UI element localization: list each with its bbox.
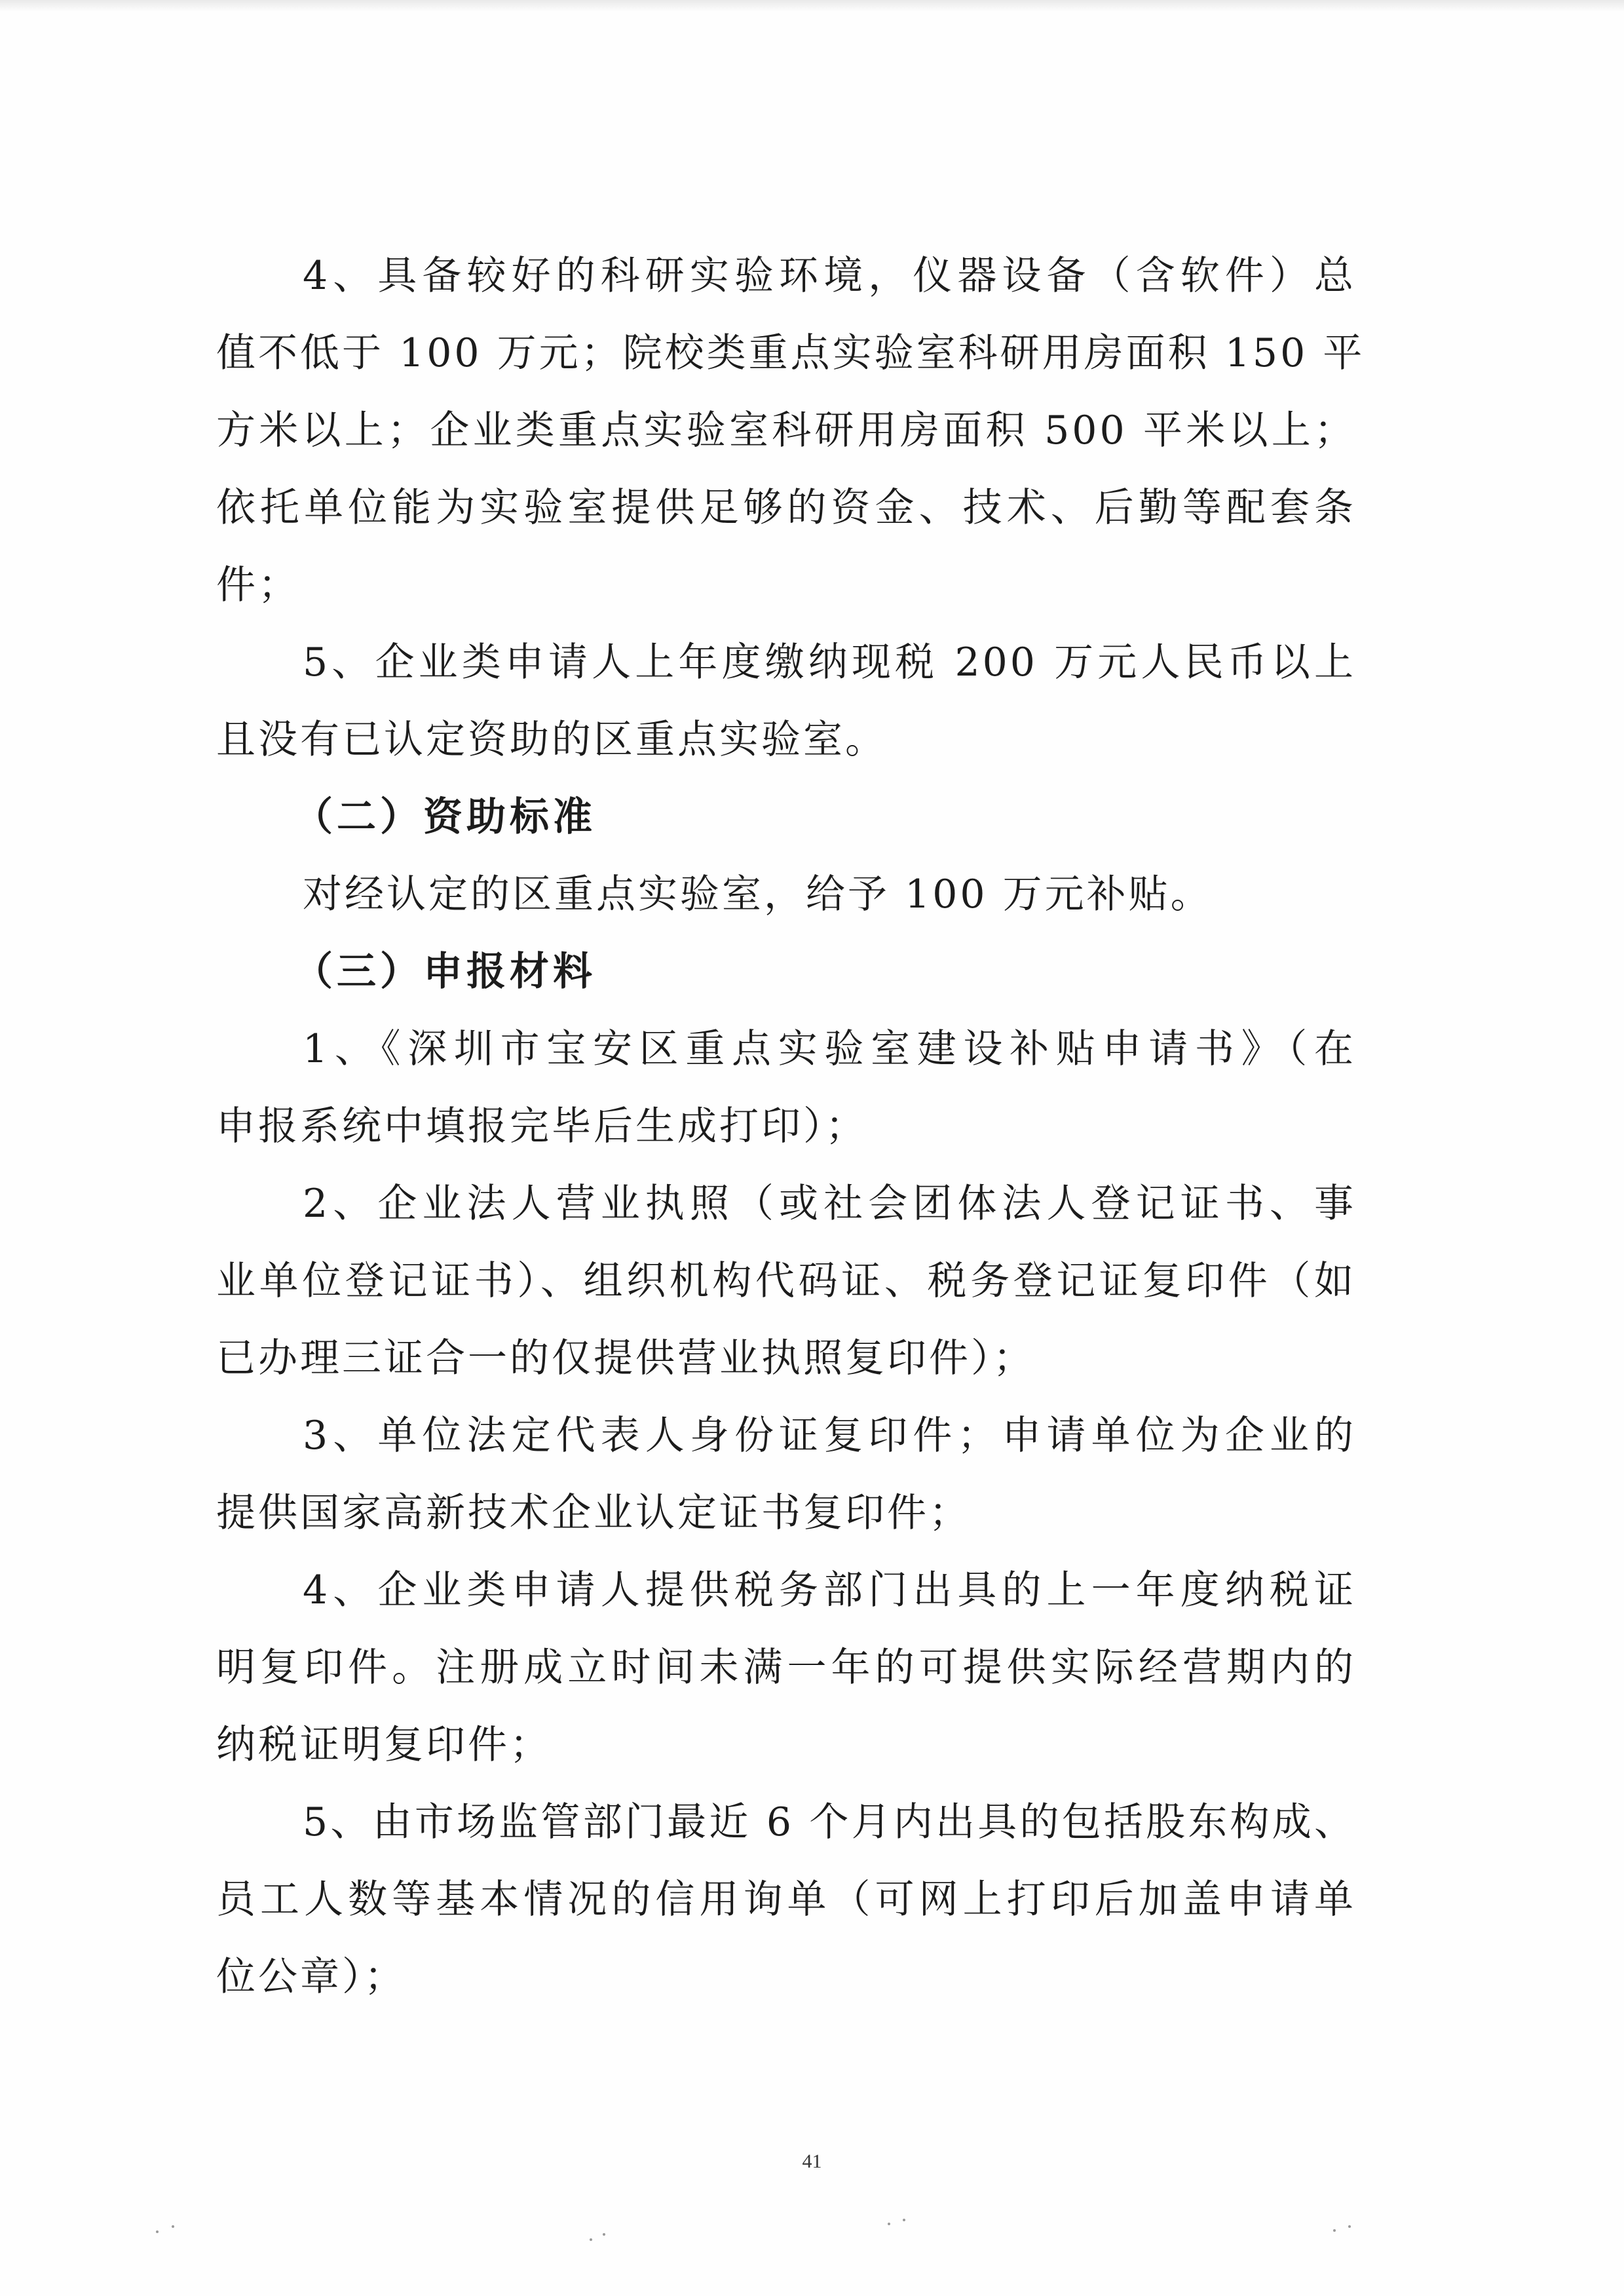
paragraph-line: 位公章）； — [216, 1954, 406, 2000]
paragraph-line: 对经认定的区重点实验室，给予 100 万元补贴。 — [303, 871, 1213, 917]
paragraph-line: 2、企业法人营业执照（或社会团体法人登记证书、事 — [303, 1181, 1356, 1227]
page-number: 41 — [802, 2151, 822, 2172]
paragraph-line: 且没有已认定资助的区重点实验室。 — [216, 717, 887, 763]
section-heading: （二）资助标准 — [293, 794, 596, 840]
paragraph-line: 员工人数等基本情况的信用询单（可网上打印后加盖申请单 — [216, 1877, 1356, 1923]
section-heading: （三）申报材料 — [293, 949, 596, 995]
paragraph-line: 4、具备较好的科研实验环境，仪器设备（含软件）总 — [303, 253, 1356, 299]
paragraph-line: 依托单位能为实验室提供足够的资金、技术、后勤等配套条 — [216, 485, 1356, 531]
paragraph-line: 纳税证明复印件； — [216, 1722, 552, 1768]
paragraph-line: 明复印件。注册成立时间未满一年的可提供实际经营期内的 — [216, 1645, 1356, 1691]
paragraph-line: 方米以上；企业类重点实验室科研用房面积 500 平米以上； — [216, 408, 1356, 453]
paragraph-line: 提供国家高新技术企业认定证书复印件； — [216, 1490, 971, 1536]
paragraph-line: 3、单位法定代表人身份证复印件；申请单位为企业的 — [303, 1413, 1356, 1459]
scan-speck — [590, 2238, 592, 2241]
scan-speck — [1333, 2229, 1336, 2232]
paragraph-line: 5、企业类申请人上年度缴纳现税 200 万元人民币以上 — [303, 640, 1356, 685]
paragraph-line: 值不低于 100 万元；院校类重点实验室科研用房面积 150 平 — [216, 330, 1365, 376]
paragraph-line: 件； — [216, 562, 300, 608]
scan-speck — [172, 2225, 174, 2228]
scan-speck — [156, 2230, 159, 2233]
paragraph-line: 已办理三证合一的仅提供营业执照复印件）； — [216, 1335, 1035, 1381]
scan-speck — [903, 2219, 905, 2221]
paragraph-line: 5、由市场监管部门最近 6 个月内出具的包括股东构成、 — [303, 1799, 1356, 1845]
paragraph-line: 4、企业类申请人提供税务部门出具的上一年度纳税证 — [303, 1567, 1356, 1613]
scan-speck — [888, 2223, 890, 2225]
scan-speck — [1348, 2225, 1351, 2228]
scan-speck — [603, 2233, 605, 2236]
paragraph-line: 业单位登记证书）、组织机构代码证、税务登记证复印件（如 — [216, 1258, 1356, 1304]
paragraph-line: 1、《深圳市宝安区重点实验室建设补贴申请书》（在 — [303, 1026, 1356, 1072]
paragraph-line: 申报系统中填报完毕后生成打印）； — [216, 1103, 867, 1149]
